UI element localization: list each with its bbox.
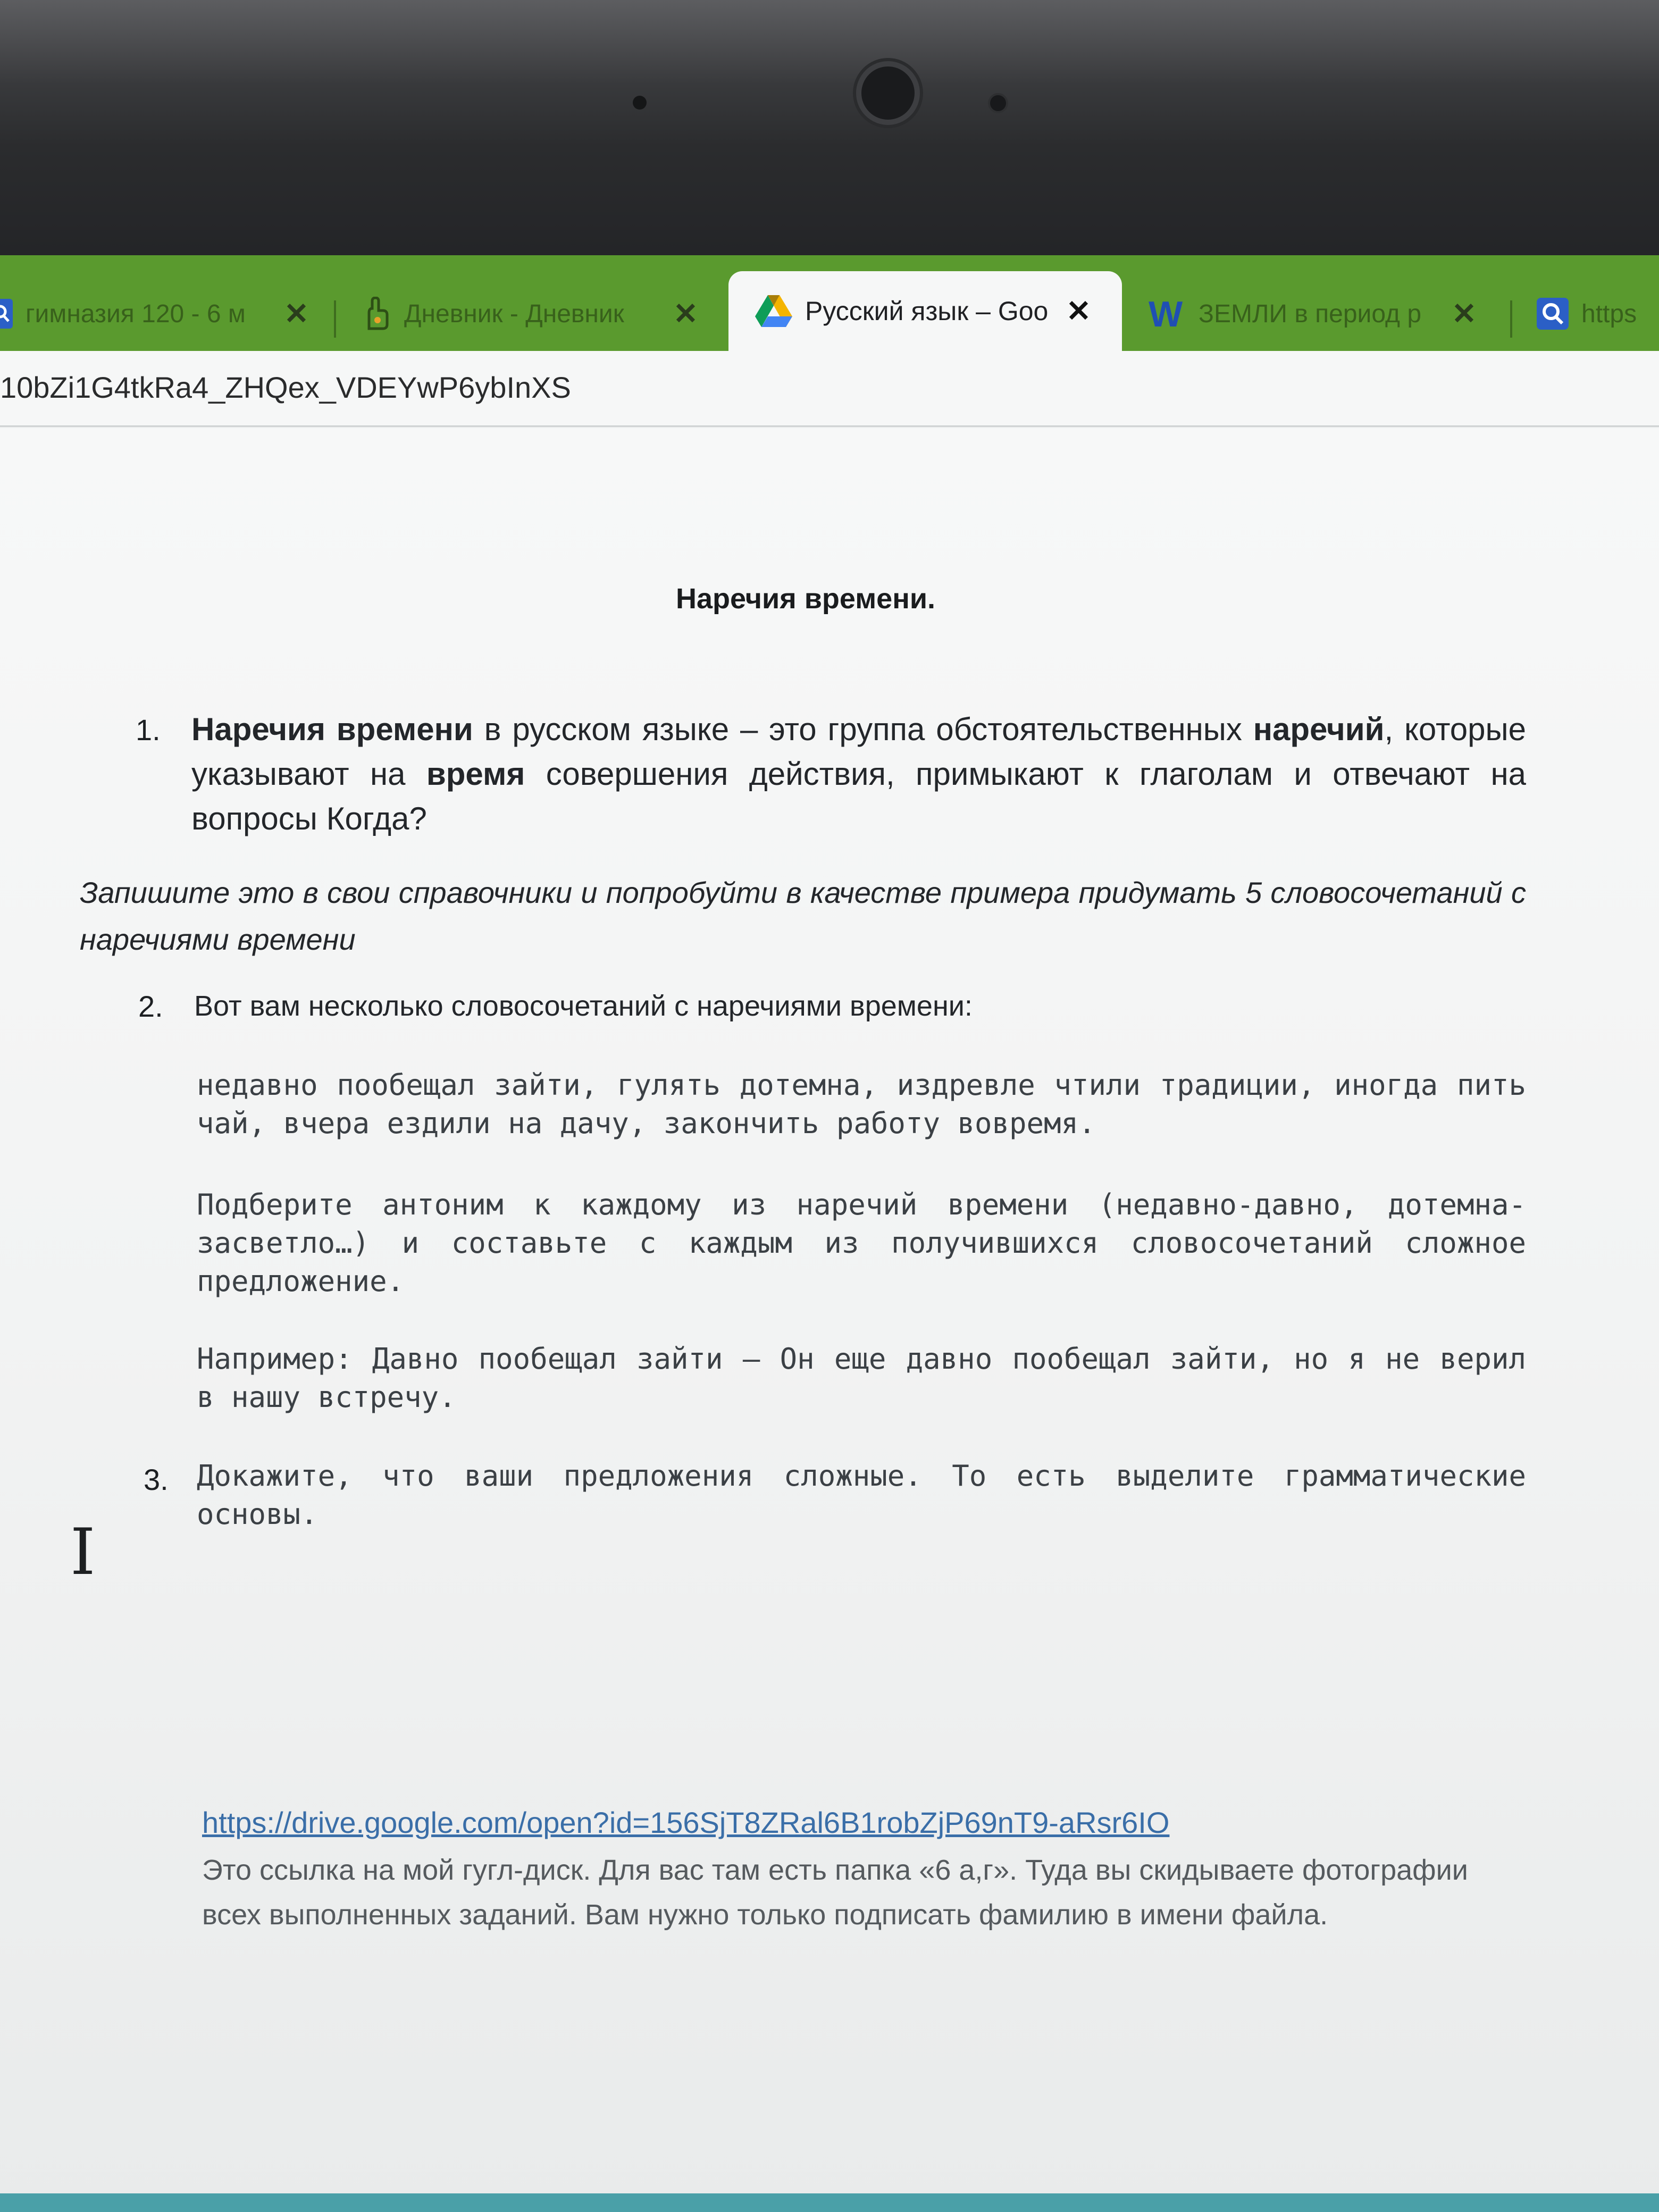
laptop-bezel [0,0,1659,266]
bold-term: время [426,756,525,792]
instruction-text: Запишите это в свои справочники и попробуйти в качестве примера придумать 5 словосочетаний с наречиями времени [80,876,1526,956]
note-text: Это ссылка на мой гугл-диск. Для вас там есть папка «6 а,г». Туда вы скидываете фотографии всех выполненных заданий. Вам нужно только подписать фамилию в имени файла. [202,1854,1468,1931]
drive-link[interactable]: https://drive.google.com/open?id=156SjT8ZRal6B1robZjP69nT9-aRsr6IO [202,1806,1170,1839]
bold-term: наречий [1253,711,1385,747]
hand-icon [362,297,391,331]
text-cursor-icon: I [70,1515,96,1589]
close-icon[interactable]: ✕ [1452,297,1477,330]
page-title: Наречия времени. [675,583,936,615]
search-icon [0,299,13,329]
address-bar[interactable] [0,351,1659,427]
microphone-dot [633,96,647,110]
google-drive-icon [755,295,792,327]
definition-text: совершения действия, примыкают к глаголам и отвечают на вопросы Когда? [191,756,1526,836]
close-icon[interactable]: ✕ [673,297,698,330]
search-icon [1537,298,1569,330]
list-item-heading: Вот вам несколько словосочетаний с наречиями времени: [194,990,973,1022]
document-page [0,428,1659,2212]
tab-zemli[interactable] [1149,287,1494,340]
tab-label: гимназия 120 - 6 м [26,299,246,328]
task-text: Подберите антоним к каждому из наречий времени (недавно-давно, дотемна-засветло…) и составьте с каждым из получившихся словосочетаний сложное предложение. [197,1188,1526,1298]
list-item-proof: Докажите, что ваши предложения сложные. То есть выделите грамматические основы. [197,1459,1526,1531]
tab-search[interactable] [1537,287,1659,340]
tab-russian-language[interactable] [728,271,1122,351]
webcam [856,61,920,125]
list-item-definition [191,707,1526,841]
screen [0,255,1659,2212]
light-sensor [988,93,1008,113]
tab-separator [1510,300,1512,338]
url-text[interactable]: 10bZi1G4tkRa4_ZHQex_VDEYwP6ybInXS [0,371,571,404]
list-number: 2. [138,990,163,1023]
tab-label: Дневник - Дневник [404,299,624,328]
tab-gymnasium[interactable] [0,287,314,340]
tab-label: ЗЕМЛИ в период р [1199,299,1422,328]
close-icon[interactable]: ✕ [284,297,309,330]
close-icon[interactable]: ✕ [1066,294,1091,328]
bezel-highlight [0,0,1659,85]
list-number: 1. [136,713,161,747]
definition-text: в русском языке – это группа обстоятельственных [473,711,1253,747]
list-number: 3. [144,1463,169,1496]
examples-text: недавно пообещал зайти, гулять дотемна, издревле чтили традиции, иногда пить чай, вчера ездили на дачу, закончить работу вовремя. [197,1068,1526,1140]
word-icon [1149,297,1186,331]
svg-text:W: W [1149,297,1183,331]
tab-label: Русский язык – Goo [805,296,1049,326]
taskbar-edge [0,2193,1659,2212]
bold-term: Наречия времени [191,711,473,747]
tab-label: https [1581,299,1637,328]
tab-separator [334,300,336,338]
example-text: Например: Давно пообещал зайти – Он еще давно пообещал зайти, но я не верил в нашу встречу. [197,1342,1526,1414]
definition-text: , которые указывают на [191,711,1526,792]
tab-dnevnik[interactable] [362,287,713,340]
browser-tab-bar [0,255,1659,351]
